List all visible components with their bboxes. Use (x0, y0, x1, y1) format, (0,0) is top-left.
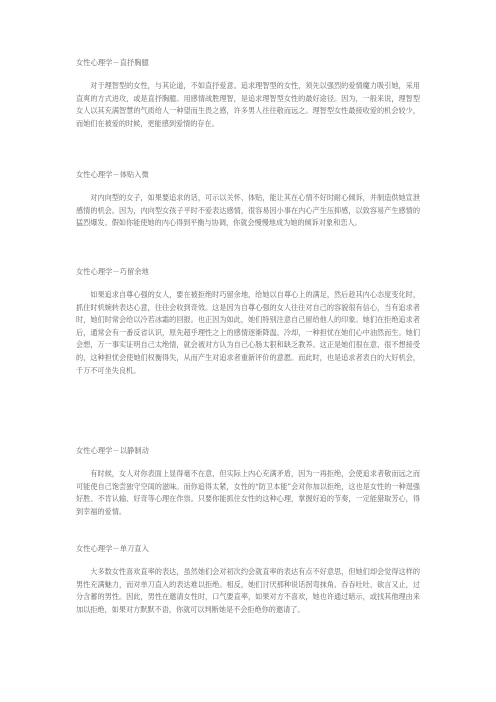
section-paragraph: 大多数女性喜欢直率的表达，虽然她们会对初次约会就直率的表达有点不好意思，但她们却会觉得这样的男性充满魅力，而对单刀直入的表达难以拒绝。相反，她们讨厌那种说话拐弯抹角、吞吞吐吐、欲言又止，过分含蓄的男性。因此，男性在邀请女性时，口气要直率，如果对方不喜欢，她也许通过暗示，或找其他理由来加以拒绝，如果对方默默不语，你就可以判断她是不会拒绝你的邀请了。 (76, 567, 420, 614)
section-paragraph: 如果追求自尊心强的女人，要在被拒绝时巧留余地，给她以自尊心上的满足，然后趁其内心态度变化时，抓住时机婉转表达心意，往往会收到奇效。这是因为自尊心强的女人往往对自己的容貌很有信心，当有追求者时，她们时常会给以冷若冰霜的回报。也正因为如此，她们特别注意自己留给他人的印象。她们在拒绝追求者后，通常会有一番反省认识，原先超乎理性之上的感情逐渐降温、冷却，一种担忧在她们心中油然而生。她们会想，万一事实证明自己太绝情，就会被对方认为自己心肠太狠和缺乏教养。这正是她们很在意、很不想接受的，这种担忧会使她们权衡得失，从而产生对追求者重新评价的意愿。而此时，也是追求者表白的大好机会，千万不可坐失良机。 (76, 290, 420, 375)
section-calm-control (76, 446, 420, 518)
section-heading: 女性心理学－单刀直入 (76, 544, 149, 553)
section-heading: 女性心理学－直抒胸臆 (76, 58, 149, 67)
section-considerate (76, 170, 420, 230)
section-straightforward (76, 544, 420, 616)
section-paragraph: 对内向型的女子，如果要追求的话，可示以关怀、体贴，能让其在心情不好时耐心倾诉，并制造供她宣泄感情的机会。因为，内向型女孩子平时不爱表达感情，很容易因小事在内心产生压抑感，以致容易产生感情的猛烈爆发。假如你能使她的内心得到平衡与协调，你就会慢慢地成为她的倾诉对象和恋人。 (76, 193, 420, 228)
section-leave-room (76, 267, 420, 377)
section-heading: 女性心理学－以静制动 (76, 446, 149, 455)
section-paragraph: 对于理智型的女性，与其论道，不如直抒爱意。追求理智型的女性，须先以强烈的爱情魔力吸引她，采用直爽的方式进攻，或是直抒胸臆。用感情战胜理智，是追求理智型女性的最好途径。因为，一般来说，理智型女人以其充满智慧的气质给人一种望而生畏之感，许多男人往往敬而远之。理智型女性最接收爱的机会较少，而她们在被爱的时候，更能感到爱情的存在。 (76, 81, 420, 128)
section-paragraph: 有时候，女人对你表面上显得毫不在意，但实际上内心充满矛盾，因为一再拒绝，会使追求者敬而远之而可能使自己饱尝独守空闺的滋味。而你追得太紧，女性的“防卫本能”会对你加以拒绝，这也是女性的一种逞强好胜、不肯认输、好奇等心理在作祟。只要你能抓住女性的这种心理，掌握好追的节奏，一定能猎取芳心，得到幸福的爱情。 (76, 469, 420, 516)
section-heading: 女性心理学－体贴入微 (76, 170, 149, 179)
section-heading: 女性心理学－巧留余地 (76, 267, 149, 276)
section-direct-expression (76, 58, 420, 130)
